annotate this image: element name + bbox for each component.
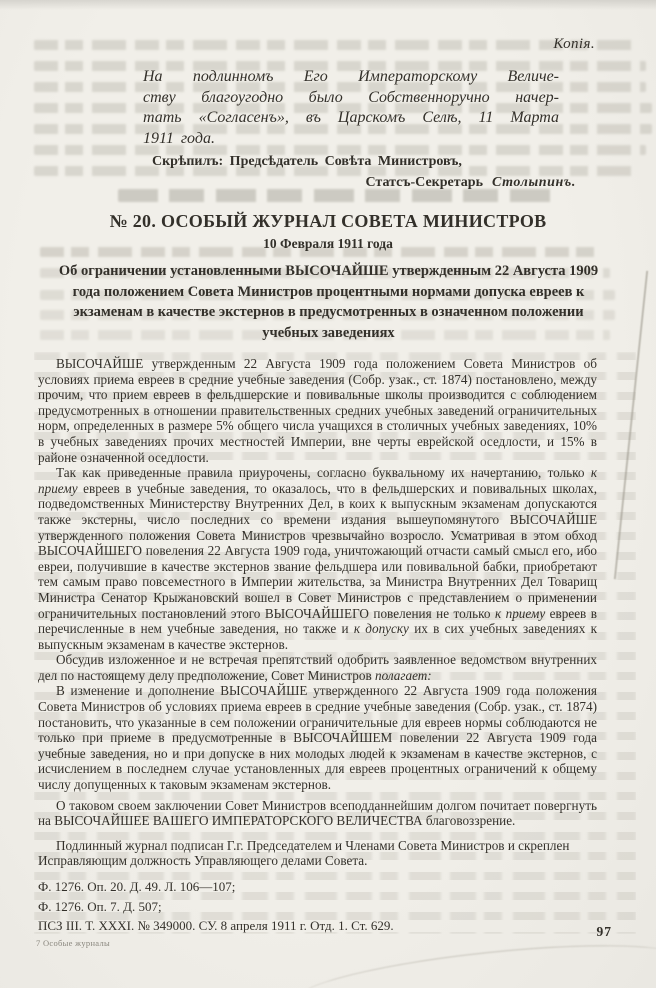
- inscription-line: На подлинномъ Его Императорскому Величе-: [143, 68, 559, 85]
- journal-subject: Об ограничении установленными ВЫСОЧАЙШЕ утвержденным 22 Августа 1909 года положением Совета Министров процентными нормами допуска евреев к экзаменам в качестве экстернов в предусмотренных в означенном положении учебных заведениях: [58, 263, 599, 341]
- body-paragraph: [38, 465, 597, 652]
- secretary-title: Статсъ-Секретарь: [365, 174, 483, 190]
- copy-label: Копія.: [553, 36, 595, 52]
- paragraph-text: О таковом своем заключении Совет Министров всеподданнейшим долгом почитает повергнуть на ВЫСОЧАЙШЕЕ ВАШЕГО ИМПЕРАТОРСКОГО ВЕЛИЧЕСТВА благовоззрение.: [38, 797, 597, 829]
- reference-line: ПСЗ III. Т. XXXI. № 349000. СУ. 8 апреля 1911 г. Отд. 1. Ст. 629.: [38, 918, 394, 933]
- reference-line: Ф. 1276. Оп. 7. Д. 507;: [38, 898, 162, 914]
- page-number: 97: [596, 924, 612, 939]
- paragraph-text: Подлинный журнал подписан Г.г. Председателем и Членами Совета Министров и скреплен Исправляющим должность Управляющего делами Совета.: [38, 837, 570, 869]
- paragraph-text: В изменение и дополнение ВЫСОЧАЙШЕ утвержденного 22 Августа 1909 года положения Совета Министров об условиях приема евреев в средние учебные заведения (Собр. узак., ст. 1874) постановить, что указанные в сем положении ограничительные для евреев нормы соблюдаются не только при приеме в предусмотренные в ВЫСОЧАЙШЕМ повелении 22 Августа 1909 года учебные заведения, но и при допуске в них молодых людей к экзаменам в качестве экстернов, с исчислением в последнем случае установленных для евреев процентных ограничений к общему числу допущенных к таковым экзаменам экстернов.: [38, 683, 597, 793]
- emphasized-text: к приему: [38, 465, 597, 496]
- inscription-line: 1911 года.: [143, 129, 215, 147]
- paragraph-text: их в сих учебных заведениях к выпускным экзаменам в качестве экстернов.: [38, 621, 597, 652]
- emphasized-text: полагает:: [374, 667, 432, 683]
- countersign-block: [152, 152, 576, 193]
- journal-date: 10 Февраля 1911 года: [263, 236, 393, 251]
- countersign-secretary: [152, 173, 576, 194]
- countersign-sealed-by: Скрѣпилъ: Предсѣдатель Совѣта Министровъ,: [152, 154, 462, 169]
- imperial-inscription: [143, 67, 559, 149]
- body-paragraphs: [38, 356, 597, 869]
- archival-references: [38, 877, 394, 936]
- secretary-name-signature: Столыпинъ.: [491, 174, 576, 190]
- paragraph-text: евреев в учебные заведения, то оказалось, что в фельдшерских и повивальных школах, подведомственных Министерству Внутренних Дел, в коих к выпускным экзаменам допускаются также экстерны, число последних со времени издания вышеупомянутого ВЫСОЧАЙШЕ утвержденного положения Совета Министров чрезвычайно возросло. Усматривая в этом обход ВЫСОЧАЙШЕГО повеления 22 Августа 1909 года, уничтожающий отчасти самый смысл его, ибо евреи, получившие в качестве экстернов звание фельдшера или повивальной бабки, приобретают тем самым право повсеместного в Империи жительства, за Министра Внутренних Дел Товарищ Министра Сенатор Крыжановский вошел в Совет Министров с представлением о применении ограничительных постановлений этого ВЫСОЧАЙШЕГО повеления не только: [38, 480, 597, 621]
- paragraph-text: Так как приведенные правила приурочены, согласно буквальному их начертанию, только: [56, 465, 591, 481]
- body-paragraph: [38, 652, 597, 683]
- body-paragraph: [38, 683, 597, 792]
- inscription-line: ству благоугодно было Собственноручно начер-: [143, 88, 559, 106]
- bleedthrough-line: [34, 40, 634, 50]
- inscription-line: тать «Согласенъ», въ Царскомъ Селѣ, 11 Марта: [143, 109, 559, 126]
- body-paragraph: [38, 798, 597, 829]
- print-signature: 7 Особые журналы: [36, 938, 110, 948]
- paragraph-text: ВЫСОЧАЙШЕ утвержденным 22 Августа 1909 года положением Совета Министров об условиях приема евреев в средние учебные заведения (Собр. узак., ст. 1874) постановлено, между прочим, что прием евреев в фельдшерские и повивальные школы производится с соблюдением предусмотренных в отношении правительственных средних учебных заведений ограничительных норм, определенных в размере 5% общего числа учащихся в столичных учебных заведениях, 10% в учебных заведениях прочих местностей Империи, вне черты еврейской оседлости, и 15% в районе означенной оседлости.: [38, 356, 597, 465]
- emphasized-text: к приему: [494, 605, 546, 621]
- body-paragraph: [38, 356, 597, 465]
- reference-line: Ф. 1276. Оп. 20. Д. 49. Л. 106—107;: [38, 879, 236, 894]
- scan-crease: [293, 932, 656, 988]
- paragraph-text: Обсудив изложенное и не встречая препятствий одобрить заявленное ведомством внутренних дел по настоящему делу предположение, Совет Министров: [38, 652, 597, 683]
- journal-title: № 20. ОСОБЫЙ ЖУРНАЛ СОВЕТА МИНИСТРОВ: [109, 211, 547, 231]
- paragraph-text: евреев в перечисленные в нем учебные заведения, но также и: [38, 605, 597, 637]
- emphasized-text: к допуску: [353, 621, 409, 637]
- body-paragraph: [38, 838, 597, 869]
